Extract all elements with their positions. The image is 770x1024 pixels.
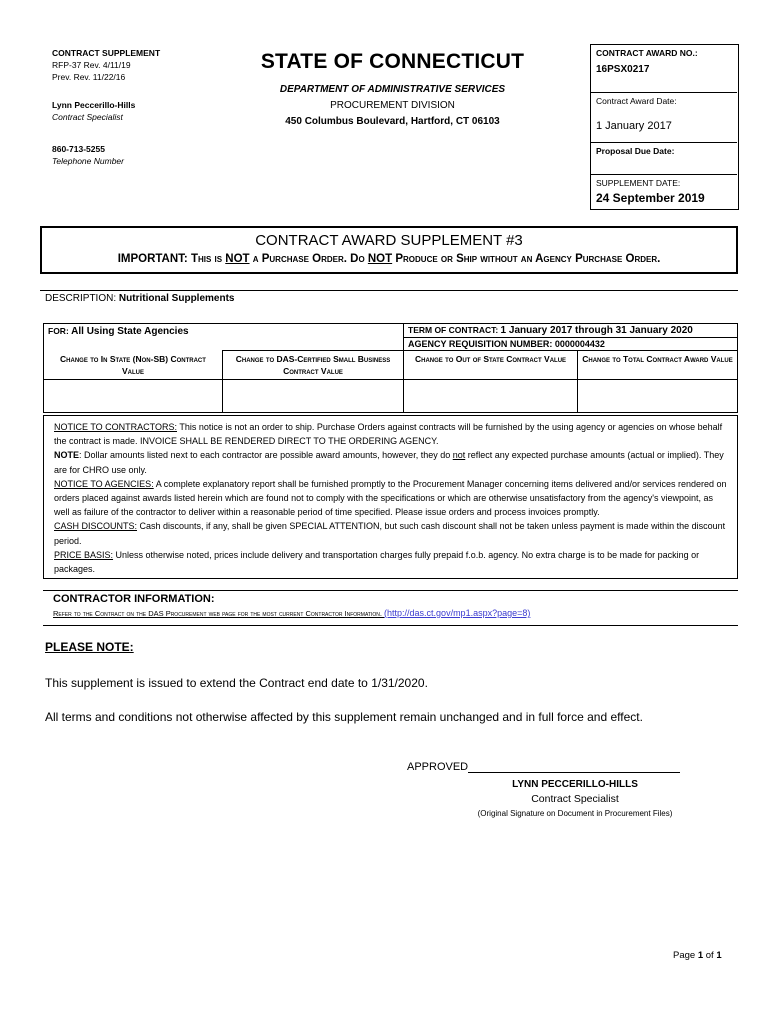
please-note-title: PLEASE NOTE: bbox=[45, 640, 134, 654]
please-note-line-2: All terms and conditions not otherwise affected by this supplement remain unchanged and in full force and effect. bbox=[45, 710, 643, 724]
value-in-state bbox=[44, 380, 223, 413]
contractor-line bbox=[53, 608, 728, 618]
notice-agencies-label: NOTICE TO AGENCIES: bbox=[54, 478, 154, 489]
important-text-3: Produce or Ship without an Agency Purchase Order. bbox=[392, 253, 661, 265]
signature-line bbox=[468, 761, 680, 773]
page-total: 1 bbox=[716, 950, 722, 961]
term-value: 1 January 2017 through 31 January 2020 bbox=[500, 325, 693, 336]
for-cell bbox=[44, 324, 404, 351]
proposal-due-label: Proposal Due Date: bbox=[596, 146, 675, 156]
description-divider bbox=[40, 290, 738, 291]
division-name: PROCUREMENT DIVISION bbox=[330, 100, 455, 111]
signature-note: (Original Signature on Document in Procurement Files) bbox=[477, 809, 673, 818]
contractor-link[interactable]: (http://das.ct.gov/mp1.aspx?page=8) bbox=[384, 608, 531, 618]
for-label: FOR: bbox=[48, 326, 72, 336]
important-text-1: This is bbox=[190, 253, 226, 265]
header-center bbox=[250, 50, 535, 130]
signature-block bbox=[440, 777, 710, 821]
price-label: PRICE BASIS: bbox=[54, 549, 114, 560]
requisition-label: AGENCY REQUISITION NUMBER: bbox=[408, 339, 555, 349]
col-small-business: Change to DAS-Certified Small Business Contract Value bbox=[223, 351, 404, 380]
value-small-business bbox=[223, 380, 404, 413]
supplement-date-value: 24 September 2019 bbox=[596, 191, 705, 205]
page-of: of bbox=[703, 950, 717, 961]
form-revision: RFP-37 Rev. 4/11/19 bbox=[52, 60, 131, 70]
important-prefix: IMPORTANT: bbox=[117, 253, 191, 265]
notice-contractors-text: This notice is not an order to ship. Purchase Orders against contracts will be furnished by the using agency or agencies on whose behalf the contract is made. INVOICE SHALL BE RENDERED DIRECT TO THE ORDERING AGENCY. bbox=[54, 422, 723, 447]
award-no-value: 16PSX0217 bbox=[596, 64, 650, 75]
description bbox=[45, 293, 234, 304]
not-emphasis-1: NOT bbox=[225, 253, 250, 265]
contractor-text: Refer to the Contract on the DAS Procurement web page for the most current Contractor Information. bbox=[53, 609, 385, 618]
form-title: CONTRACT SUPPLEMENT bbox=[52, 48, 161, 58]
notice-agencies-text: A complete explanatory report shall be furnished promptly to the Procurement Manager concerning items delivered and/or services rendered on orders placed against awards listed herein which are found not to comply with the specifications or which are otherwise unsatisfactory from the agency's viewpoint, as well as failure of the contractor to deliver within a reasonable period of time specified. Please issue orders and process invoices promptly. bbox=[54, 478, 727, 518]
award-table bbox=[43, 323, 738, 413]
header-left bbox=[52, 47, 252, 167]
cash-label: CASH DISCOUNTS: bbox=[54, 521, 138, 532]
award-date-label: Contract Award Date: bbox=[596, 96, 677, 106]
award-no-cell bbox=[591, 45, 737, 93]
notice-agencies bbox=[54, 477, 727, 520]
notice-note bbox=[54, 448, 727, 476]
proposal-due-cell bbox=[591, 143, 737, 175]
note-label: NOTE bbox=[54, 450, 80, 461]
page-current: 1 bbox=[697, 950, 704, 961]
important-text-2: a Purchase Order. Do bbox=[249, 253, 368, 265]
supplement-date-label: SUPPLEMENT DATE: bbox=[596, 178, 681, 188]
supplement-title: CONTRACT AWARD SUPPLEMENT #3 bbox=[255, 232, 523, 249]
note-not: not bbox=[452, 450, 466, 461]
please-note-line-1: This supplement is issued to extend the Contract end date to 1/31/2020. bbox=[45, 676, 428, 690]
col-in-state: Change to In State (Non-SB) Contract Value bbox=[44, 351, 223, 380]
supplement-date-cell bbox=[591, 175, 737, 209]
department-address: 450 Columbus Boulevard, Hartford, CT 06103 bbox=[285, 116, 500, 127]
not-emphasis-2: NOT bbox=[367, 253, 393, 265]
contractor-info bbox=[43, 590, 738, 626]
phone-label: Telephone Number bbox=[52, 156, 124, 166]
award-info-box bbox=[590, 44, 739, 210]
description-label: DESCRIPTION: bbox=[45, 293, 119, 304]
award-no-label: CONTRACT AWARD NO.: bbox=[596, 48, 698, 58]
page-number bbox=[673, 950, 722, 961]
notices bbox=[43, 415, 738, 579]
contractor-title: CONTRACTOR INFORMATION: bbox=[53, 593, 215, 605]
notice-contractors-label: NOTICE TO CONTRACTORS: bbox=[54, 422, 178, 432]
note-text-2: reflect any expected purchase amounts (actual or implied). They are for CHRO use only. bbox=[54, 450, 724, 475]
signer-title: Contract Specialist bbox=[531, 793, 619, 805]
page-prefix: Page bbox=[673, 950, 698, 961]
cash-text: Cash discounts, if any, shall be given SPECIAL ATTENTION, but such cash discount shall not be taken unless payment is made within the discount period. bbox=[54, 521, 726, 546]
for-value: All Using State Agencies bbox=[71, 326, 189, 337]
price-text: Unless otherwise noted, prices include delivery and transportation charges fully prepaid f.o.b. agency. No extra charge is to be made for packing or packages. bbox=[54, 549, 700, 575]
important-notice bbox=[42, 253, 736, 265]
award-date-value: 1 January 2017 bbox=[596, 120, 672, 132]
notice-contractors bbox=[54, 420, 727, 448]
supplement-box bbox=[40, 226, 738, 274]
award-date-cell bbox=[591, 93, 737, 143]
state-title: STATE OF CONNECTICUT bbox=[260, 50, 525, 73]
contact-name: Lynn Peccerillo-Hills bbox=[52, 100, 136, 110]
requisition-value: 0000004432 bbox=[554, 339, 605, 349]
contact-phone: 860-713-5255 bbox=[52, 144, 105, 154]
term-label: TERM OF CONTRACT: bbox=[408, 325, 501, 335]
signer-name: LYNN PECCERILLO-HILLS bbox=[512, 779, 638, 790]
requisition-cell bbox=[404, 338, 738, 351]
col-out-of-state: Change to Out of State Contract Value bbox=[404, 351, 578, 380]
department-name: DEPARTMENT OF ADMINISTRATIVE SERVICES bbox=[279, 84, 506, 95]
term-cell bbox=[404, 324, 738, 338]
approved-label: APPROVED bbox=[407, 761, 469, 773]
contact-title: Contract Specialist bbox=[52, 112, 123, 122]
notice-cash bbox=[54, 519, 727, 547]
description-value: Nutritional Supplements bbox=[118, 293, 235, 304]
notice-price bbox=[54, 548, 727, 576]
col-total-award: Change to Total Contract Award Value bbox=[578, 351, 738, 380]
value-out-of-state bbox=[404, 380, 578, 413]
approval-line bbox=[407, 761, 680, 773]
form-prev-revision: Prev. Rev. 11/22/16 bbox=[52, 72, 126, 82]
value-total-award bbox=[578, 380, 738, 413]
note-text-1: : Dollar amounts listed next to each contractor are possible award amounts, however, they do bbox=[79, 450, 453, 461]
